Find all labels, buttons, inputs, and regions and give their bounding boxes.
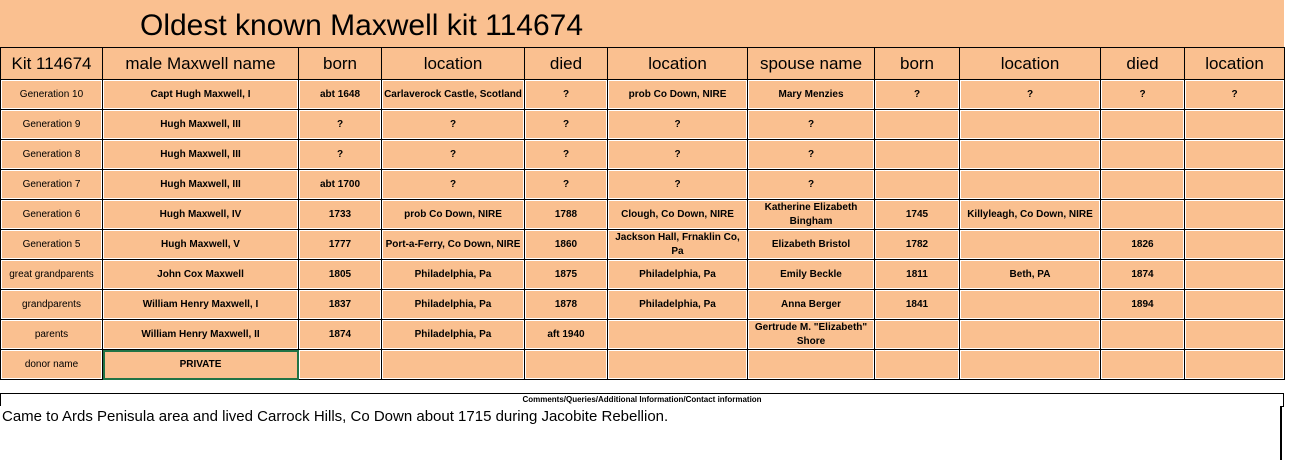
table-cell[interactable]: ? (748, 140, 875, 170)
row-label-cell[interactable]: parents (1, 320, 103, 350)
table-row (1, 230, 1285, 260)
row-label-cell[interactable]: Generation 7 (1, 170, 103, 200)
header-cell[interactable]: Kit 114674 (1, 48, 103, 80)
table-cell[interactable] (1101, 320, 1185, 350)
comments-label: Comments/Queries/Additional Information/Contact information (0, 393, 1284, 407)
table-cell[interactable]: Hugh Maxwell, V (103, 230, 299, 260)
table-cell[interactable]: prob Co Down, NIRE (608, 80, 748, 110)
row-label-cell[interactable]: Generation 9 (1, 110, 103, 140)
table-row (1, 350, 1285, 380)
row-label-cell[interactable]: grandparents (1, 290, 103, 320)
table-row (1, 260, 1285, 290)
table-row (1, 290, 1285, 320)
table-cell[interactable] (960, 350, 1101, 380)
table-cell[interactable]: Philadelphia, Pa (608, 260, 748, 290)
table-cell[interactable]: ? (299, 140, 382, 170)
table-cell[interactable] (1101, 140, 1185, 170)
header-row (1, 48, 1285, 80)
table-row (1, 200, 1285, 230)
table-cell[interactable]: ? (748, 170, 875, 200)
table-cell[interactable]: ? (525, 80, 608, 110)
header-cell[interactable]: spouse name (748, 48, 875, 80)
table-cell[interactable] (875, 110, 960, 140)
table-cell[interactable] (382, 350, 525, 380)
table-cell[interactable] (1185, 170, 1285, 200)
table-cell[interactable]: Gertrude M. "Elizabeth" Shore (748, 320, 875, 350)
table-cell[interactable]: ? (608, 170, 748, 200)
table-cell[interactable] (1185, 230, 1285, 260)
table-cell[interactable] (960, 140, 1101, 170)
table-cell[interactable] (1185, 260, 1285, 290)
header-cell[interactable]: location (1185, 48, 1285, 80)
header-cell[interactable]: died (1101, 48, 1185, 80)
header-cell[interactable]: born (875, 48, 960, 80)
table-cell[interactable] (608, 320, 748, 350)
table-cell[interactable]: Katherine Elizabeth Bingham (748, 200, 875, 230)
table-cell[interactable]: ? (608, 140, 748, 170)
table-cell[interactable]: aft 1940 (525, 320, 608, 350)
table-cell[interactable] (1101, 350, 1185, 380)
table-cell[interactable]: prob Co Down, NIRE (382, 200, 525, 230)
table-cell[interactable]: 1875 (525, 260, 608, 290)
table-cell[interactable]: ? (748, 110, 875, 140)
table-cell[interactable] (1185, 140, 1285, 170)
table-cell[interactable]: Beth, PA (960, 260, 1101, 290)
table-cell[interactable]: abt 1700 (299, 170, 382, 200)
table-cell[interactable]: PRIVATE (103, 350, 299, 380)
table-cell[interactable]: 1874 (1101, 260, 1185, 290)
table-cell[interactable]: Hugh Maxwell, IV (103, 200, 299, 230)
comments-text[interactable]: Came to Ards Penisula area and lived Carrock Hills, Co Down about 1715 during Jacobite Rebellion. (0, 406, 1282, 460)
table-row (1, 140, 1285, 170)
table-cell[interactable] (960, 290, 1101, 320)
table-cell[interactable]: Hugh Maxwell, III (103, 170, 299, 200)
table-cell[interactable]: 1860 (525, 230, 608, 260)
table-cell[interactable]: 1777 (299, 230, 382, 260)
table-cell[interactable] (608, 350, 748, 380)
row-label-cell[interactable]: Generation 10 (1, 80, 103, 110)
table-cell[interactable]: ? (525, 140, 608, 170)
table-cell[interactable]: Port-a-Ferry, Co Down, NIRE (382, 230, 525, 260)
table-cell[interactable] (960, 110, 1101, 140)
table-cell[interactable]: Philadelphia, Pa (382, 260, 525, 290)
table-cell[interactable] (525, 350, 608, 380)
table-cell[interactable]: William Henry Maxwell, I (103, 290, 299, 320)
table-cell[interactable] (1101, 110, 1185, 140)
table-cell[interactable]: 1837 (299, 290, 382, 320)
header-cell[interactable]: died (525, 48, 608, 80)
header-cell[interactable]: location (960, 48, 1101, 80)
table-cell[interactable]: 1841 (875, 290, 960, 320)
table-cell[interactable]: Jackson Hall, Frnaklin Co, Pa (608, 230, 748, 260)
table-cell[interactable]: 1811 (875, 260, 960, 290)
table-cell[interactable]: ? (960, 80, 1101, 110)
table-cell[interactable]: 1733 (299, 200, 382, 230)
table-cell[interactable]: 1805 (299, 260, 382, 290)
table-cell[interactable]: 1874 (299, 320, 382, 350)
table-cell[interactable] (875, 320, 960, 350)
row-label-cell[interactable]: great grandparents (1, 260, 103, 290)
table-cell[interactable]: 1782 (875, 230, 960, 260)
table-cell[interactable] (960, 320, 1101, 350)
table-row (1, 320, 1285, 350)
table-cell[interactable] (1185, 200, 1285, 230)
row-label-cell[interactable]: Generation 8 (1, 140, 103, 170)
row-label-cell[interactable]: donor name (1, 350, 103, 380)
table-cell[interactable]: John Cox Maxwell (103, 260, 299, 290)
table-cell[interactable] (1185, 110, 1285, 140)
table-row (1, 80, 1285, 110)
table-cell[interactable]: ? (382, 110, 525, 140)
table-row (1, 170, 1285, 200)
lineage-table (0, 47, 1285, 380)
page-title: Oldest known Maxwell kit 114674 (140, 9, 583, 42)
table-cell[interactable]: Mary Menzies (748, 80, 875, 110)
table-cell[interactable]: Capt Hugh Maxwell, I (103, 80, 299, 110)
table-cell[interactable] (960, 230, 1101, 260)
table-cell[interactable]: ? (299, 110, 382, 140)
table-cell[interactable] (748, 350, 875, 380)
table-row (1, 110, 1285, 140)
table-cell[interactable]: ? (525, 170, 608, 200)
table-cell[interactable]: ? (1101, 80, 1185, 110)
table-cell[interactable] (960, 170, 1101, 200)
header-cell[interactable]: born (299, 48, 382, 80)
table-cell[interactable]: William Henry Maxwell, II (103, 320, 299, 350)
table-cell[interactable]: Philadelphia, Pa (382, 290, 525, 320)
table-cell[interactable]: Philadelphia, Pa (382, 320, 525, 350)
table-cell[interactable]: Hugh Maxwell, III (103, 110, 299, 140)
table-cell[interactable]: Elizabeth Bristol (748, 230, 875, 260)
table-cell[interactable]: 1745 (875, 200, 960, 230)
table-cell[interactable]: ? (525, 110, 608, 140)
table-cell[interactable] (1185, 320, 1285, 350)
header-cell[interactable]: location (608, 48, 748, 80)
table-cell[interactable]: ? (608, 110, 748, 140)
table-cell[interactable] (1185, 290, 1285, 320)
table-cell[interactable]: Carlaverock Castle, Scotland (382, 80, 525, 110)
table-cell[interactable] (299, 350, 382, 380)
table-cell[interactable]: Anna Berger (748, 290, 875, 320)
table-cell[interactable]: 1894 (1101, 290, 1185, 320)
table-cell[interactable]: 1826 (1101, 230, 1185, 260)
table-cell[interactable] (875, 140, 960, 170)
table-cell[interactable]: ? (382, 140, 525, 170)
table-cell[interactable]: 1788 (525, 200, 608, 230)
table-cell[interactable]: ? (875, 80, 960, 110)
header-cell[interactable]: location (382, 48, 525, 80)
table-cell[interactable]: ? (1185, 80, 1285, 110)
table-cell[interactable]: Emily Beckle (748, 260, 875, 290)
table-cell[interactable]: abt 1648 (299, 80, 382, 110)
table-cell[interactable]: ? (382, 170, 525, 200)
table-cell[interactable]: Hugh Maxwell, III (103, 140, 299, 170)
header-cell[interactable]: male Maxwell name (103, 48, 299, 80)
row-label-cell[interactable]: Generation 5 (1, 230, 103, 260)
table-cell[interactable] (1101, 200, 1185, 230)
table-cell[interactable]: Philadelphia, Pa (608, 290, 748, 320)
table-cell[interactable] (875, 350, 960, 380)
table-cell[interactable] (1101, 170, 1185, 200)
table-cell[interactable] (875, 170, 960, 200)
table-cell[interactable]: 1878 (525, 290, 608, 320)
title-band (0, 0, 1284, 47)
table-cell[interactable]: Clough, Co Down, NIRE (608, 200, 748, 230)
table-cell[interactable] (1185, 350, 1285, 380)
row-label-cell[interactable]: Generation 6 (1, 200, 103, 230)
table-cell[interactable]: Killyleagh, Co Down, NIRE (960, 200, 1101, 230)
